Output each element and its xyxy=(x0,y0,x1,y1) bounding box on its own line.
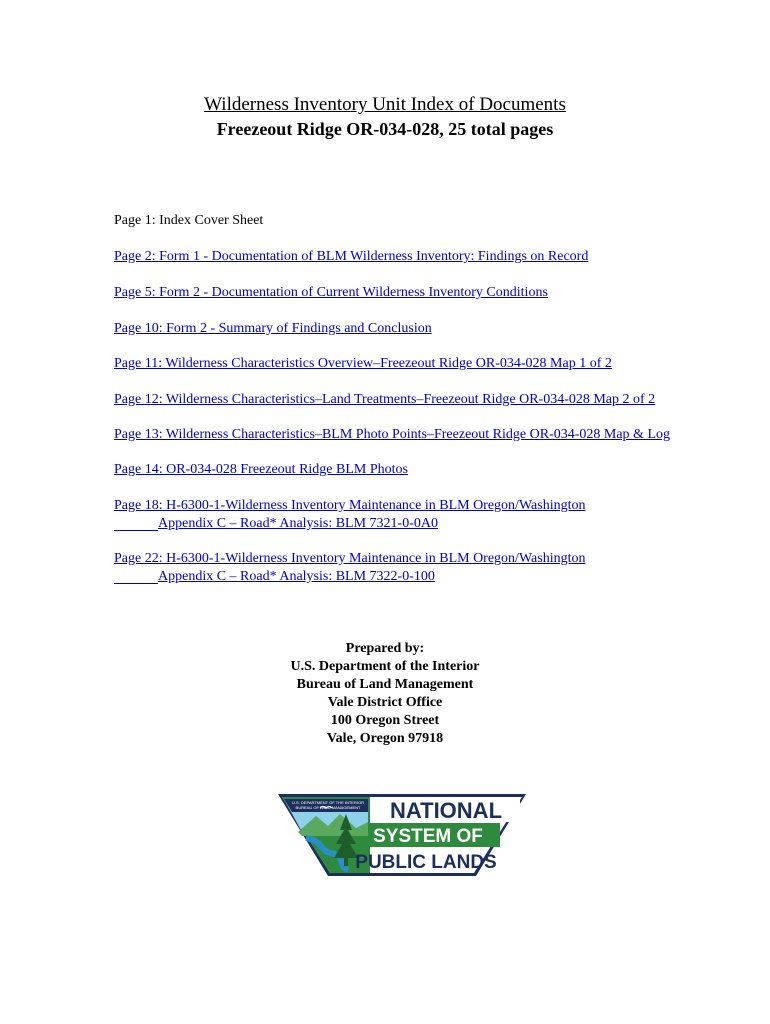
index-link-page-13[interactable] xyxy=(114,426,670,444)
prepared-line: Vale, Oregon 97918 xyxy=(326,731,444,746)
logo-line-public-lands: PUBLIC LANDS xyxy=(355,852,497,873)
prepared-line: 100 Oregon Street xyxy=(330,713,440,728)
index-link-page-11[interactable] xyxy=(114,355,612,373)
index-link[interactable]: Page 12: Wilderness Characteristics–Land Treatments–Freezeout Ridge OR-034-028 Map 2 of 2 xyxy=(114,392,656,407)
leader-line xyxy=(114,515,158,531)
index-link-continuation[interactable] xyxy=(114,568,585,586)
index-link-page-5[interactable] xyxy=(114,284,548,302)
prepared-line: U.S. Department of the Interior xyxy=(290,659,480,674)
logo-line-national: NATIONAL xyxy=(389,798,503,823)
index-link[interactable]: Appendix C – Road* Analysis: BLM 7322-0-100 xyxy=(158,569,435,584)
index-link[interactable]: Page 5: Form 2 - Documentation of Current Wilderness Inventory Conditions xyxy=(114,285,548,300)
national-system-of-public-lands-logo xyxy=(276,792,528,878)
index-link-page-18[interactable] xyxy=(114,497,585,533)
prepared-line: Bureau of Land Management xyxy=(296,677,474,692)
index-link-continuation[interactable] xyxy=(114,515,585,533)
index-link[interactable]: Page 22: H-6300-1-Wilderness Inventory Maintenance in BLM Oregon/Washington xyxy=(114,551,586,566)
index-link[interactable]: Page 18: H-6300-1-Wilderness Inventory Maintenance in BLM Oregon/Washington xyxy=(114,498,586,513)
index-link-page-14[interactable] xyxy=(114,461,408,479)
index-link-page-10[interactable] xyxy=(114,320,432,338)
logo-line-system-of: SYSTEM OF xyxy=(373,826,483,847)
index-link[interactable]: Page 13: Wilderness Characteristics–BLM Photo Points–Freezeout Ridge OR-034-028 Map & Log xyxy=(114,427,670,442)
document-title: Wilderness Inventory Unit Index of Documents xyxy=(204,94,566,115)
index-link[interactable]: Page 14: OR-034-028 Freezeout Ridge BLM Photos xyxy=(114,462,408,477)
index-link[interactable]: Page 11: Wilderness Characteristics Overview–Freezeout Ridge OR-034-028 Map 1 of 2 xyxy=(114,356,612,371)
index-link-page-22[interactable] xyxy=(114,550,585,586)
prepared-label: Prepared by: xyxy=(345,641,425,656)
index-link[interactable]: Page 2: Form 1 - Documentation of BLM Wilderness Inventory: Findings on Record xyxy=(114,249,589,264)
prepared-by-block xyxy=(0,640,770,748)
index-link-page-12[interactable] xyxy=(114,391,655,409)
index-link[interactable]: Appendix C – Road* Analysis: BLM 7321-0-0A0 xyxy=(158,516,438,531)
document-subtitle: Freezeout Ridge OR-034-028, 25 total pages xyxy=(216,119,554,139)
index-link[interactable]: Page 10: Form 2 - Summary of Findings and Conclusion xyxy=(114,321,432,336)
logo-small-text: BUREAU OF LAND MANAGEMENT xyxy=(295,805,361,810)
index-cover-entry: Page 1: Index Cover Sheet xyxy=(114,213,264,228)
leader-line xyxy=(114,568,158,584)
logo-small-text: U.S. DEPARTMENT OF THE INTERIOR xyxy=(292,800,364,805)
logo-tree-trunk xyxy=(344,858,348,866)
prepared-line: Vale District Office xyxy=(327,695,443,710)
index-link-page-2[interactable] xyxy=(114,248,588,266)
